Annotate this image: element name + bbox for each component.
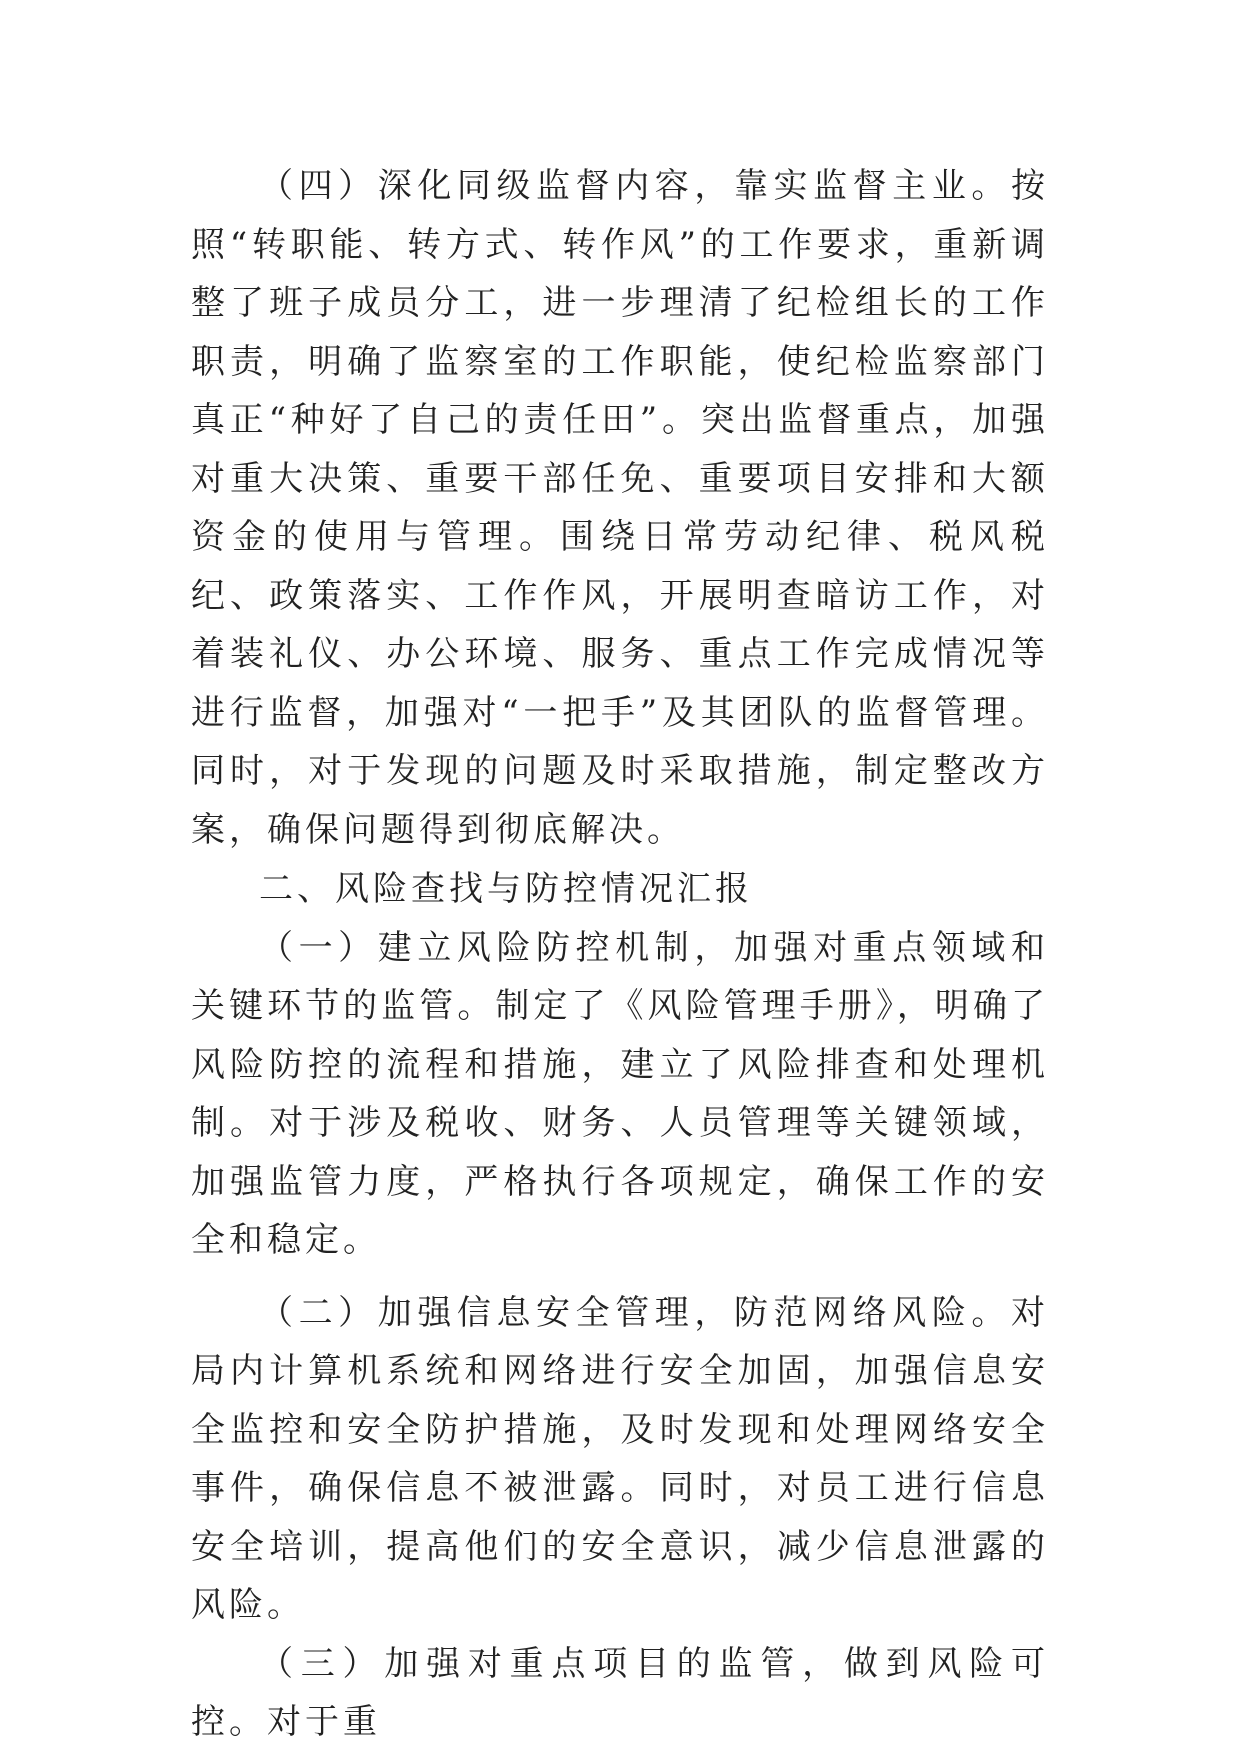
paragraph-supervision: （四）深化同级监督内容，靠实监督主业。按照“转职能、转方式、转作风”的工作要求，重新调整了班子成员分工，进一步理清了纪检组长的工作职责，明确了监察室的工作职能，使纪检监察部门真正“种好了自己的责任田”。突出监督重点，加强对重大决策、重要干部任免、重要项目安排和大额资金的使用与管理。围绕日常劳动纪律、税风税纪、政策落实、工作作风，开展明查暗访工作，对着装礼仪、办公环境、服务、重点工作完成情况等进行监督，加强对“一把手”及其团队的监督管理。同时，对于发现的问题及时采取措施，制定整改方案，确保问题得到彻底解决。 [191, 166, 1049, 850]
section-heading-risk: 二、风险查找与防控情况汇报 [259, 869, 753, 909]
paragraph-risk-mechanism: （一）建立风险防控机制，加强对重点领域和关键环节的监管。制定了《风险管理手册》，明确了风险防控的流程和措施，建立了风险排查和处理机制。对于涉及税收、财务、人员管理等关键领域，加强监管力度，严格执行各项规定，确保工作的安全和稳定。 [191, 927, 1049, 1260]
paragraph-key-projects: （三）加强对重点项目的监管，做到风险可控。对于重 [191, 1643, 1049, 1742]
document-body [191, 157, 1049, 1752]
paragraph-information-security: （二）加强信息安全管理，防范网络风险。对局内计算机系统和网络进行安全加固，加强信息安全监控和安全防护措施，及时发现和处理网络安全事件，确保信息不被泄露。同时，对员工进行信息安全培训，提高他们的安全意识，减少信息泄露的风险。 [191, 1292, 1049, 1625]
